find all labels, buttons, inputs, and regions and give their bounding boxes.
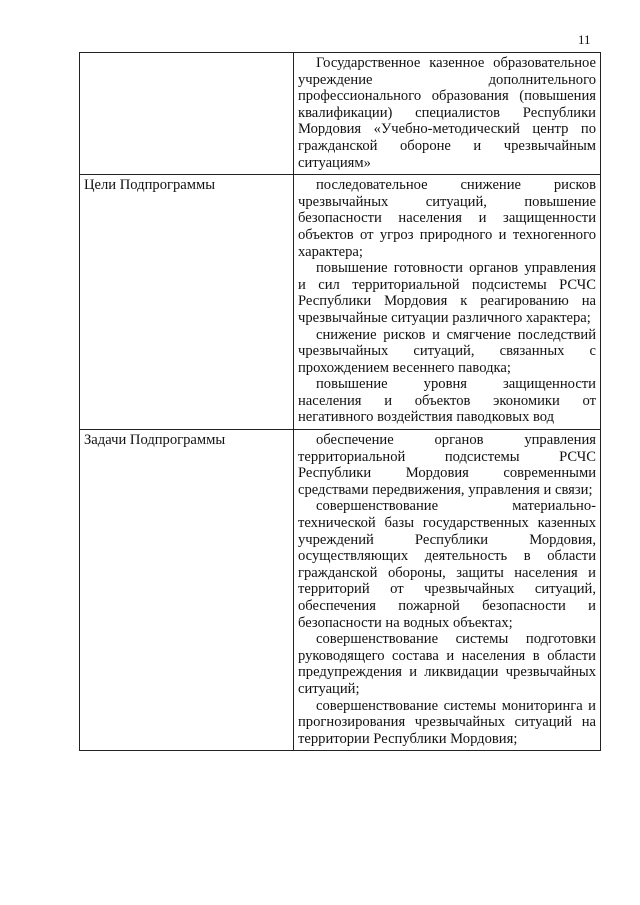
content-paragraph: совершенствование системы подготовки руководящего состава и населения в области предупреждения и ликвидации чрезвычайных ситуаций; xyxy=(298,631,596,697)
content-paragraph: снижение рисков и смягчение последствий чрезвычайных ситуаций, связанных с прохождением весеннего паводка; xyxy=(298,326,596,376)
subprogram-passport-table xyxy=(79,52,601,751)
table-row-executor xyxy=(80,53,601,175)
content-paragraph: совершенствование материально-технической базы государственных казенных учреждений Республики Мордовия, осуществляющих деятельность в области гражданской обороны, защиты населения и территорий от чрезвычайных ситуаций, обеспечения пожарной безопасности и безопасности на водных объектах; xyxy=(298,498,596,631)
table-row-goals xyxy=(80,175,601,430)
content-paragraph: обеспечение органов управления территориальной подсистемы РСЧС Республики Мордовия современными средствами передвижения, управления и связи; xyxy=(298,432,596,498)
content-paragraph: повышение уровня защищенности населения и объектов экономики от негативного воздействия паводковых вод xyxy=(298,376,596,426)
page-number: 11 xyxy=(578,32,591,47)
row-label xyxy=(80,53,294,175)
row-label: Задачи Подпрограммы xyxy=(80,430,294,751)
content-paragraph: последовательное снижение рисков чрезвычайных ситуаций, повышение безопасности населения и защищенности объектов от угроз природного и техногенного характера; xyxy=(298,177,596,260)
row-content xyxy=(294,53,601,175)
table-row-tasks xyxy=(80,430,601,751)
content-paragraph: повышение готовности органов управления и сил территориальной подсистемы РСЧС Республики Мордовия к реагированию на чрезвычайные ситуации различного характера; xyxy=(298,260,596,326)
content-paragraph: Государственное казенное образовательное учреждение дополнительного профессионального образования (повышения квалификации) специалистов Республики Мордовия «Учебно-методический центр по гражданской обороне и чрезвычайным ситуациям» xyxy=(298,55,596,171)
content-paragraph: совершенствование системы мониторинга и прогнозирования чрезвычайных ситуаций на территории Республики Мордовия; xyxy=(298,697,596,747)
row-label: Цели Подпрограммы xyxy=(80,175,294,430)
row-content xyxy=(294,175,601,430)
row-content xyxy=(294,430,601,751)
